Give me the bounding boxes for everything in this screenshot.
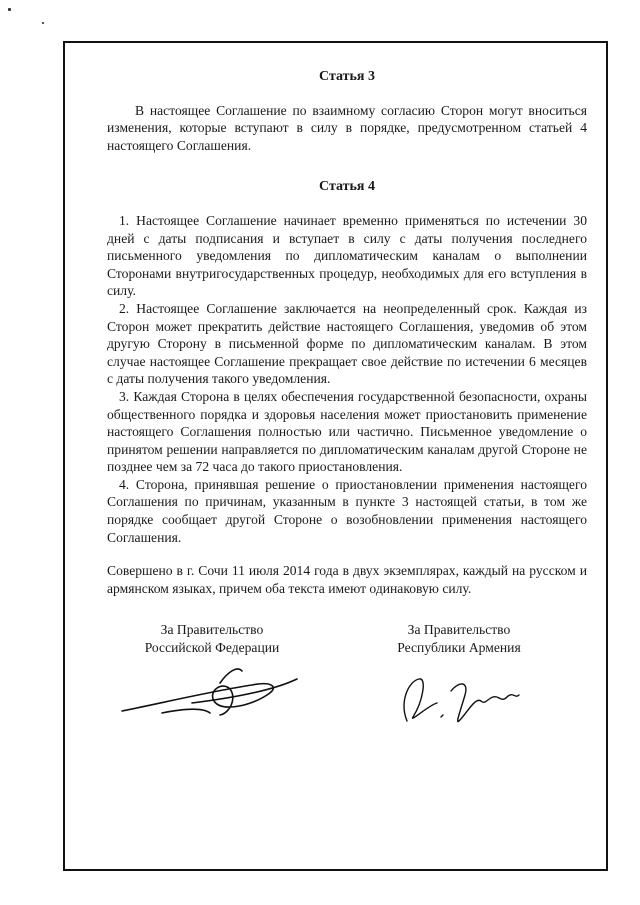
article-4-paragraph-3: 3. Каждая Сторона в целях обеспечения государственной безопасности, охраны общественного порядка и здоровья населения может приостановить применение настоящего Соглашения полностью или частично. Письменное уведомление о принятом решении направляется по дипломатическим каналам другой Стороне не позднее чем за 72 часа до такого приостановления. (107, 388, 587, 475)
scan-speck (8, 8, 11, 11)
article-4-paragraph-1: 1. Настоящее Соглашение начинает временно применяться по истечении 30 дней с даты подписания и вступает в силу с даты получения последнего письменного уведомления по дипломатическим каналам о выполнении Сторонами внутригосударственных процедур, необходимых для его вступления в силу. (107, 212, 587, 299)
signatory-line1: За Правительство (160, 622, 264, 638)
scan-speck (42, 22, 44, 24)
article-3-heading: Статья 3 (319, 69, 375, 84)
signatory-line1: За Правительство (407, 622, 511, 638)
document-body (107, 58, 587, 751)
signature-russia (102, 643, 302, 733)
article-4-paragraph-2: 2. Настоящее Соглашение заключается на неопределенный срок. Каждая из Сторон может прекратить действие настоящего Соглашения, уведомив об этом другую Сторону в письменной форме по дипломатическим каналам. В этом случае настоящее Соглашение прекращает свое действие по истечении 6 месяцев с даты получения такого уведомления. (107, 300, 587, 387)
article-3-paragraph: В настоящее Соглашение по взаимному согласию Сторон могут вноситься изменения, которые вступают в силу в порядке, предусмотренном статьей 4 настоящего Соглашения. (107, 102, 587, 153)
article-4-heading: Статья 4 (319, 179, 375, 195)
signatory-line2: Российской Федерации (144, 640, 280, 656)
signature-block-russia (112, 621, 312, 656)
closing-statement: Совершено в г. Сочи 11 июля 2014 года в двух экземплярах, каждый на русском и армянском языках, причем оба текста имеют одинаковую силу. (107, 563, 587, 596)
article-4-paragraph-4: 4. Сторона, принявшая решение о приостановлении применения настоящего Соглашения по причинам, указанным в пункте 3 настоящей статьи, в том же порядке сообщает другой Стороне о возобновлении применения настоящего Соглашения. (107, 476, 587, 545)
signature-armenia (379, 651, 539, 741)
signatory-line2: Республики Армения (397, 640, 521, 656)
signature-section (107, 621, 587, 751)
signature-block-armenia (359, 621, 559, 656)
